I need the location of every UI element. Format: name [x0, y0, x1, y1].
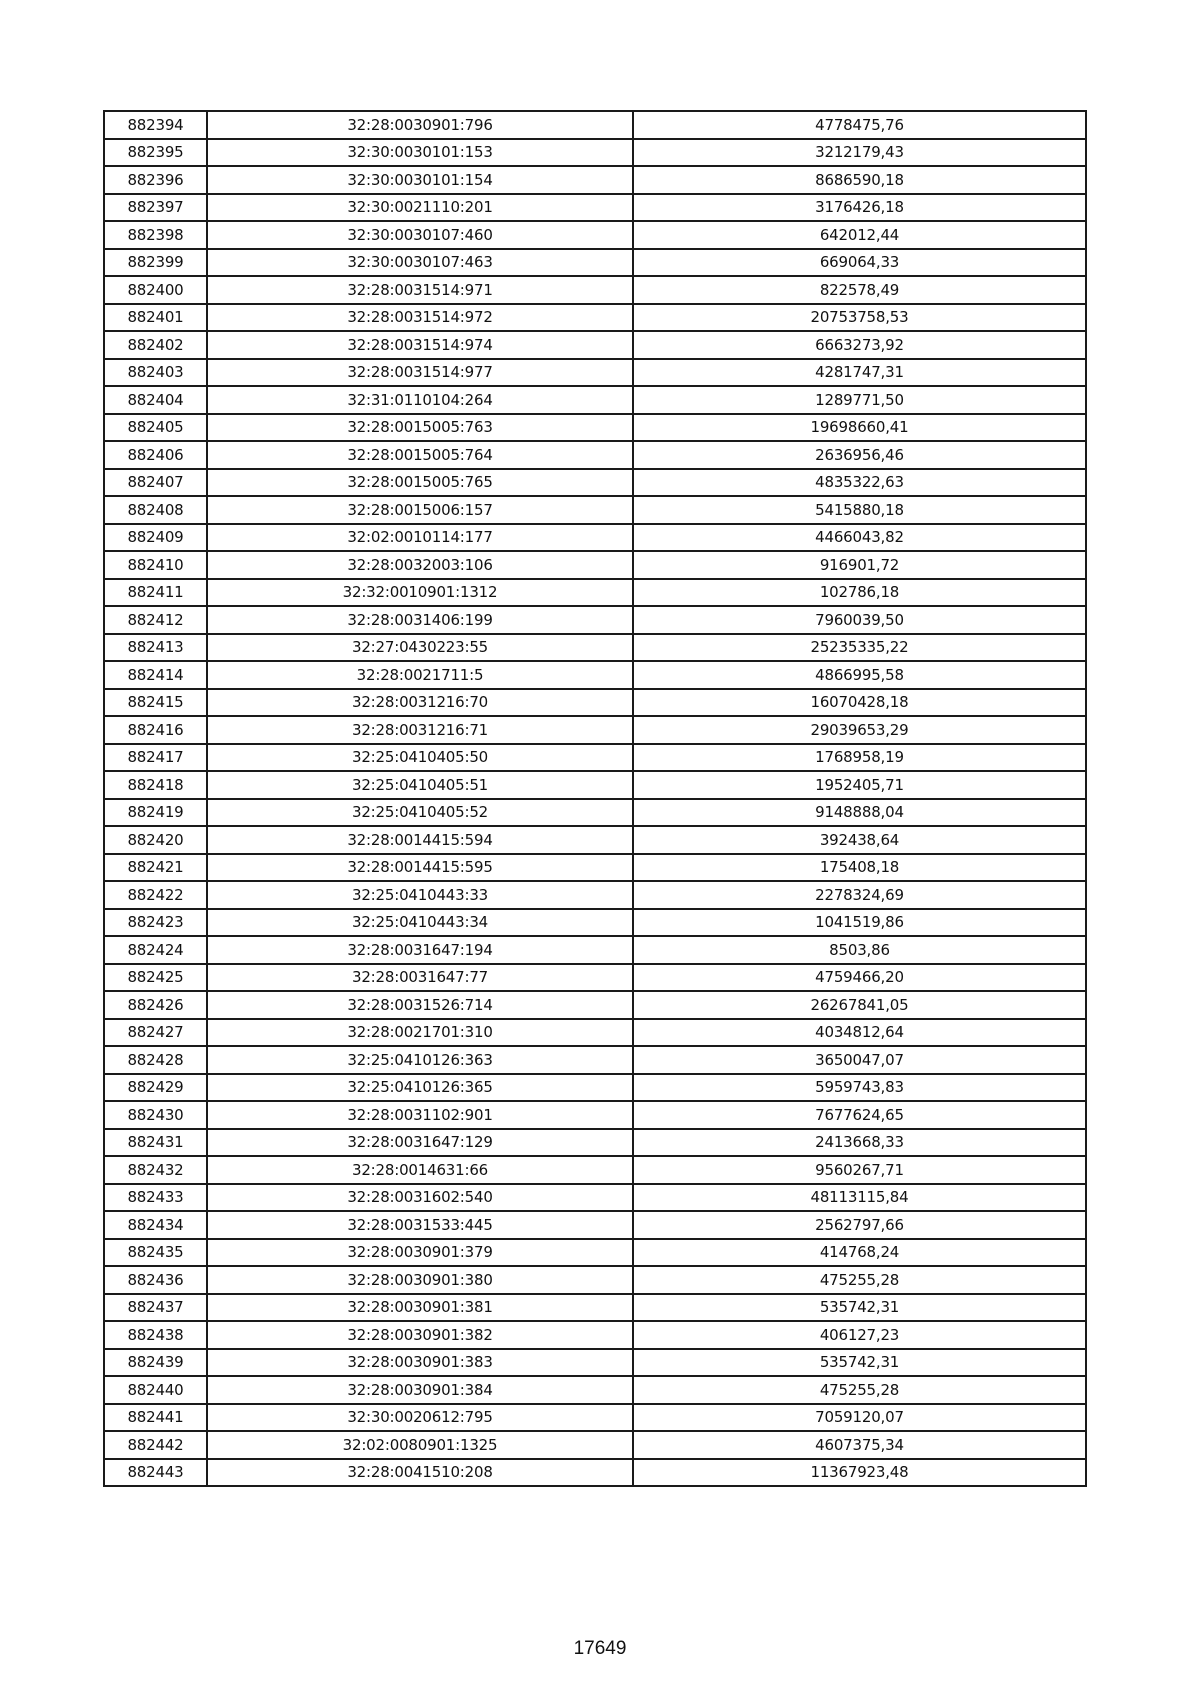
value-cell: 16070428,18	[633, 689, 1086, 717]
row-id-cell: 882419	[104, 799, 207, 827]
cadastral-number-cell: 32:28:0031647:77	[207, 964, 633, 992]
row-id-cell: 882436	[104, 1266, 207, 1294]
table-row	[104, 551, 1086, 579]
value-cell: 2278324,69	[633, 881, 1086, 909]
value-cell: 4759466,20	[633, 964, 1086, 992]
cadastral-number-cell: 32:28:0031514:977	[207, 359, 633, 387]
cadastral-number-cell: 32:28:0030901:380	[207, 1266, 633, 1294]
value-cell: 11367923,48	[633, 1459, 1086, 1487]
table-row	[104, 1019, 1086, 1047]
value-cell: 1768958,19	[633, 744, 1086, 772]
table-row	[104, 221, 1086, 249]
page-number: 17649	[573, 1638, 627, 1659]
cadastral-number-cell: 32:28:0015005:763	[207, 414, 633, 442]
cadastral-number-cell: 32:25:0410405:52	[207, 799, 633, 827]
value-cell: 7059120,07	[633, 1404, 1086, 1432]
value-cell: 20753758,53	[633, 304, 1086, 332]
value-cell: 4778475,76	[633, 111, 1086, 139]
value-cell: 9560267,71	[633, 1156, 1086, 1184]
value-cell: 4281747,31	[633, 359, 1086, 387]
row-id-cell: 882415	[104, 689, 207, 717]
cadastral-number-cell: 32:28:0031647:129	[207, 1129, 633, 1157]
table-row	[104, 689, 1086, 717]
row-id-cell: 882440	[104, 1376, 207, 1404]
table-row	[104, 111, 1086, 139]
cadastral-number-cell: 32:28:0014415:595	[207, 854, 633, 882]
value-cell: 102786,18	[633, 579, 1086, 607]
cadastral-number-cell: 32:28:0031406:199	[207, 606, 633, 634]
table-row	[104, 1294, 1086, 1322]
table-row	[104, 276, 1086, 304]
cadastral-number-cell: 32:28:0031514:971	[207, 276, 633, 304]
cadastral-number-cell: 32:28:0031514:972	[207, 304, 633, 332]
value-cell: 1041519,86	[633, 909, 1086, 937]
value-cell: 642012,44	[633, 221, 1086, 249]
value-cell: 535742,31	[633, 1294, 1086, 1322]
cadastral-number-cell: 32:30:0030101:154	[207, 166, 633, 194]
value-cell: 5959743,83	[633, 1074, 1086, 1102]
table-row	[104, 1184, 1086, 1212]
row-id-cell: 882412	[104, 606, 207, 634]
row-id-cell: 882414	[104, 661, 207, 689]
row-id-cell: 882404	[104, 386, 207, 414]
value-cell: 7960039,50	[633, 606, 1086, 634]
value-cell: 29039653,29	[633, 716, 1086, 744]
table-row	[104, 304, 1086, 332]
table-row	[104, 524, 1086, 552]
table-row	[104, 166, 1086, 194]
table-row	[104, 771, 1086, 799]
row-id-cell: 882437	[104, 1294, 207, 1322]
table-row	[104, 1376, 1086, 1404]
cadastral-number-cell: 32:28:0021701:310	[207, 1019, 633, 1047]
row-id-cell: 882405	[104, 414, 207, 442]
cadastral-number-cell: 32:28:0031602:540	[207, 1184, 633, 1212]
cadastral-number-cell: 32:28:0030901:383	[207, 1349, 633, 1377]
value-cell: 1289771,50	[633, 386, 1086, 414]
value-cell: 916901,72	[633, 551, 1086, 579]
table-row	[104, 1046, 1086, 1074]
table-row	[104, 634, 1086, 662]
value-cell: 475255,28	[633, 1376, 1086, 1404]
cadastral-number-cell: 32:27:0430223:55	[207, 634, 633, 662]
value-cell: 19698660,41	[633, 414, 1086, 442]
value-cell: 3212179,43	[633, 139, 1086, 167]
value-cell: 4034812,64	[633, 1019, 1086, 1047]
value-cell: 4607375,34	[633, 1431, 1086, 1459]
table-row	[104, 909, 1086, 937]
value-cell: 26267841,05	[633, 991, 1086, 1019]
cadastral-number-cell: 32:31:0110104:264	[207, 386, 633, 414]
table-row	[104, 359, 1086, 387]
cadastral-number-cell: 32:30:0030107:463	[207, 249, 633, 277]
row-id-cell: 882430	[104, 1101, 207, 1129]
value-cell: 175408,18	[633, 854, 1086, 882]
table-row	[104, 1404, 1086, 1432]
value-cell: 8686590,18	[633, 166, 1086, 194]
cadastral-number-cell: 32:25:0410405:51	[207, 771, 633, 799]
table-row	[104, 744, 1086, 772]
row-id-cell: 882424	[104, 936, 207, 964]
value-cell: 414768,24	[633, 1239, 1086, 1267]
table-row	[104, 1431, 1086, 1459]
row-id-cell: 882413	[104, 634, 207, 662]
table-row	[104, 1101, 1086, 1129]
row-id-cell: 882394	[104, 111, 207, 139]
cadastral-number-cell: 32:25:0410443:33	[207, 881, 633, 909]
row-id-cell: 882423	[104, 909, 207, 937]
row-id-cell: 882431	[104, 1129, 207, 1157]
row-id-cell: 882418	[104, 771, 207, 799]
value-cell: 9148888,04	[633, 799, 1086, 827]
value-cell: 4835322,63	[633, 469, 1086, 497]
table-row	[104, 1459, 1086, 1487]
value-cell: 3176426,18	[633, 194, 1086, 222]
row-id-cell: 882406	[104, 441, 207, 469]
value-cell: 406127,23	[633, 1321, 1086, 1349]
row-id-cell: 882426	[104, 991, 207, 1019]
table-row	[104, 1321, 1086, 1349]
table-row	[104, 496, 1086, 524]
cadastral-number-cell: 32:28:0021711:5	[207, 661, 633, 689]
table-row	[104, 441, 1086, 469]
value-cell: 535742,31	[633, 1349, 1086, 1377]
cadastral-number-cell: 32:02:0010114:177	[207, 524, 633, 552]
cadastral-number-cell: 32:28:0031647:194	[207, 936, 633, 964]
value-cell: 392438,64	[633, 826, 1086, 854]
row-id-cell: 882398	[104, 221, 207, 249]
table-row	[104, 1349, 1086, 1377]
table-row	[104, 331, 1086, 359]
value-cell: 6663273,92	[633, 331, 1086, 359]
row-id-cell: 882416	[104, 716, 207, 744]
table-row	[104, 1239, 1086, 1267]
cadastral-number-cell: 32:28:0030901:381	[207, 1294, 633, 1322]
value-cell: 48113115,84	[633, 1184, 1086, 1212]
row-id-cell: 882409	[104, 524, 207, 552]
row-id-cell: 882400	[104, 276, 207, 304]
value-cell: 2562797,66	[633, 1211, 1086, 1239]
cadastral-number-cell: 32:25:0410126:363	[207, 1046, 633, 1074]
cadastral-number-cell: 32:25:0410405:50	[207, 744, 633, 772]
row-id-cell: 882401	[104, 304, 207, 332]
cadastral-number-cell: 32:25:0410443:34	[207, 909, 633, 937]
row-id-cell: 882438	[104, 1321, 207, 1349]
cadastral-number-cell: 32:30:0020612:795	[207, 1404, 633, 1432]
table-row	[104, 606, 1086, 634]
cadastral-number-cell: 32:28:0031526:714	[207, 991, 633, 1019]
row-id-cell: 882410	[104, 551, 207, 579]
table-row	[104, 194, 1086, 222]
cadastral-number-cell: 32:30:0021110:201	[207, 194, 633, 222]
cadastral-number-cell: 32:28:0030901:384	[207, 1376, 633, 1404]
cadastral-number-cell: 32:28:0030901:379	[207, 1239, 633, 1267]
value-cell: 3650047,07	[633, 1046, 1086, 1074]
cadastral-number-cell: 32:25:0410126:365	[207, 1074, 633, 1102]
table-row	[104, 469, 1086, 497]
value-cell: 669064,33	[633, 249, 1086, 277]
table-body	[104, 111, 1086, 1486]
table-row	[104, 881, 1086, 909]
cadastral-number-cell: 32:28:0030901:382	[207, 1321, 633, 1349]
value-cell: 822578,49	[633, 276, 1086, 304]
value-cell: 7677624,65	[633, 1101, 1086, 1129]
row-id-cell: 882397	[104, 194, 207, 222]
cadastral-number-cell: 32:28:0014631:66	[207, 1156, 633, 1184]
row-id-cell: 882439	[104, 1349, 207, 1377]
row-id-cell: 882443	[104, 1459, 207, 1487]
row-id-cell: 882399	[104, 249, 207, 277]
row-id-cell: 882395	[104, 139, 207, 167]
table-row	[104, 1211, 1086, 1239]
cadastral-number-cell: 32:28:0030901:796	[207, 111, 633, 139]
row-id-cell: 882402	[104, 331, 207, 359]
value-cell: 475255,28	[633, 1266, 1086, 1294]
row-id-cell: 882396	[104, 166, 207, 194]
cadastral-number-cell: 32:28:0041510:208	[207, 1459, 633, 1487]
table-row	[104, 1266, 1086, 1294]
cadastral-number-cell: 32:28:0015005:764	[207, 441, 633, 469]
row-id-cell: 882429	[104, 1074, 207, 1102]
cadastral-number-cell: 32:02:0080901:1325	[207, 1431, 633, 1459]
row-id-cell: 882417	[104, 744, 207, 772]
table-row	[104, 249, 1086, 277]
cadastral-number-cell: 32:28:0031216:71	[207, 716, 633, 744]
row-id-cell: 882411	[104, 579, 207, 607]
table-row	[104, 414, 1086, 442]
value-cell: 4866995,58	[633, 661, 1086, 689]
data-table	[103, 110, 1087, 1487]
row-id-cell: 882441	[104, 1404, 207, 1432]
value-cell: 25235335,22	[633, 634, 1086, 662]
table-row	[104, 386, 1086, 414]
cadastral-number-cell: 32:28:0031216:70	[207, 689, 633, 717]
row-id-cell: 882432	[104, 1156, 207, 1184]
row-id-cell: 882425	[104, 964, 207, 992]
value-cell: 2636956,46	[633, 441, 1086, 469]
table-row	[104, 1156, 1086, 1184]
row-id-cell: 882428	[104, 1046, 207, 1074]
table-row	[104, 936, 1086, 964]
table-row	[104, 1129, 1086, 1157]
table-row	[104, 661, 1086, 689]
table-row	[104, 991, 1086, 1019]
row-id-cell: 882422	[104, 881, 207, 909]
value-cell: 2413668,33	[633, 1129, 1086, 1157]
cadastral-number-cell: 32:28:0031514:974	[207, 331, 633, 359]
value-cell: 1952405,71	[633, 771, 1086, 799]
row-id-cell: 882421	[104, 854, 207, 882]
row-id-cell: 882427	[104, 1019, 207, 1047]
cadastral-number-cell: 32:30:0030107:460	[207, 221, 633, 249]
table-row	[104, 854, 1086, 882]
cadastral-number-cell: 32:28:0015006:157	[207, 496, 633, 524]
cadastral-number-cell: 32:28:0031533:445	[207, 1211, 633, 1239]
row-id-cell: 882408	[104, 496, 207, 524]
table-row	[104, 799, 1086, 827]
table-row	[104, 826, 1086, 854]
table-row	[104, 579, 1086, 607]
table-row	[104, 139, 1086, 167]
table-row	[104, 716, 1086, 744]
row-id-cell: 882434	[104, 1211, 207, 1239]
row-id-cell: 882435	[104, 1239, 207, 1267]
value-cell: 5415880,18	[633, 496, 1086, 524]
cadastral-number-cell: 32:28:0032003:106	[207, 551, 633, 579]
cadastral-number-cell: 32:28:0015005:765	[207, 469, 633, 497]
cadastral-number-cell: 32:30:0030101:153	[207, 139, 633, 167]
value-cell: 8503,86	[633, 936, 1086, 964]
value-cell: 4466043,82	[633, 524, 1086, 552]
row-id-cell: 882433	[104, 1184, 207, 1212]
cadastral-number-cell: 32:28:0031102:901	[207, 1101, 633, 1129]
row-id-cell: 882420	[104, 826, 207, 854]
row-id-cell: 882403	[104, 359, 207, 387]
row-id-cell: 882407	[104, 469, 207, 497]
cadastral-number-cell: 32:28:0014415:594	[207, 826, 633, 854]
table-row	[104, 964, 1086, 992]
table-row	[104, 1074, 1086, 1102]
cadastral-number-cell: 32:32:0010901:1312	[207, 579, 633, 607]
row-id-cell: 882442	[104, 1431, 207, 1459]
